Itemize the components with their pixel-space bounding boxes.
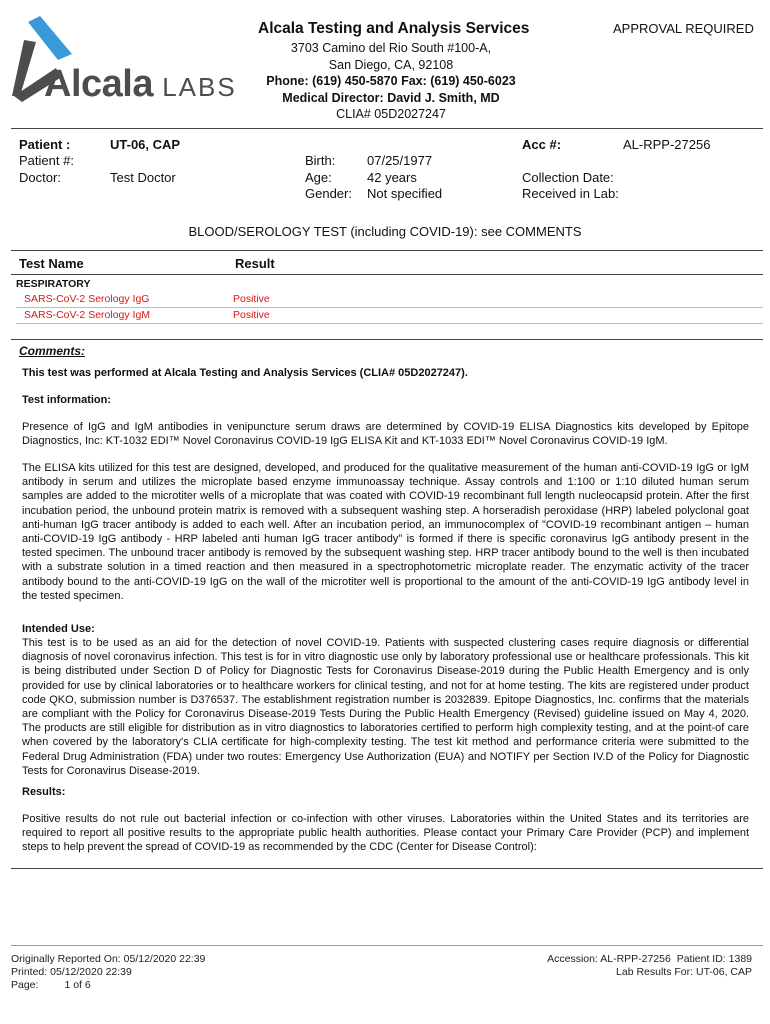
originally-reported: Originally Reported On: 05/12/2020 22:39 xyxy=(11,953,206,965)
comments-top-border xyxy=(11,339,763,340)
test-name-igm: SARS-CoV-2 Serology IgM xyxy=(24,309,151,321)
table-row xyxy=(16,292,763,308)
results-paragraph: Positive results do not rule out bacterial infection or co-infection with other viruses. Laboratories within the United States and its territories are required to report all positive results to the appropriate public health authorities. Please contact your Primary Care Provider (PCP) and implement steps to help prevent the spread of COVID-19 as recommended by the CDC (Center for Disease Control): xyxy=(22,813,749,854)
results-title: Results: xyxy=(22,786,66,798)
address-line-1: 3703 Camino del Rio South #100-A, xyxy=(290,41,492,55)
clia-number: CLIA# 05D2027247 xyxy=(336,107,446,121)
collection-date-label: Collection Date: xyxy=(522,170,614,185)
logo-word-labs: LABS xyxy=(152,72,237,102)
result-igg: Positive xyxy=(233,293,270,305)
page-indicator: Page: 1 of 6 xyxy=(11,979,91,991)
lab-results-for: Lab Results For: UT-06, CAP xyxy=(616,966,752,978)
medical-director-line: Medical Director: David J. Smith, MD xyxy=(282,90,500,105)
comments-bottom-border xyxy=(11,868,763,869)
test-name-igg: SARS-CoV-2 Serology IgG xyxy=(24,293,150,305)
test-info-paragraph-1: Presence of IgG and IgM antibodies in venipuncture serum draws are determined by COVID-19 ELISA Diagnostics kits developed by Epitope Diagnostics, Inc: KT-1032 EDI™ Novel Coronavirus COVID-19 IgG ELISA Kit and KT-1033 EDI™ Novel Coronavirus COVID-19 IgM. xyxy=(22,421,749,448)
table-header-border xyxy=(11,274,763,275)
footer-left xyxy=(11,953,205,992)
table-top-border xyxy=(11,250,763,251)
test-info-title: Test information: xyxy=(22,394,112,406)
printed-date: Printed: 05/12/2020 22:39 xyxy=(11,966,132,978)
test-title: BLOOD/SEROLOGY TEST (including COVID-19): see COMMENTS xyxy=(188,224,582,239)
doctor-label: Doctor: xyxy=(19,170,61,185)
page-number: 1 of 6 xyxy=(64,979,91,991)
accession-label: Acc #: xyxy=(522,137,562,152)
lab-address-block xyxy=(256,40,526,123)
patient-number-label: Patient #: xyxy=(19,153,74,168)
patient-value: UT-06, CAP xyxy=(110,137,181,152)
performed-statement: This test was performed at Alcala Testing and Analysis Services (CLIA# 05D2027247). xyxy=(22,367,468,379)
table-row xyxy=(16,308,763,324)
lab-name: Alcala Testing and Analysis Services xyxy=(258,20,530,37)
test-info-paragraph-2: The ELISA kits utilized for this test are designed, developed, and produced for the qualitative measurement of the human anti-COVID-19 IgG or IgM antibody in serum and utilizes the microplate based enzyme immunoassay technique. Assay controls and 1:100 or 1:10 diluted human serum samples are added to the microtiter wells of a microplate that was coated with COVID-19 recombinant full length nucleocapsid protein. After the first incubation period, the unbound protein matrix is removed with a subsequent washing step. A horseradish peroxidase (HRP) labeled polyclonal goat anti-human IgG tracer antibody is added to each well. After an incubation period, an immunocomplex of "COVID-19 recombinant antigen – human anti-COVID-19 IgG antibody - HRP labeled anti human IgG tracer antibody" is formed if there is specific coronavirus IgG antibody present in the tested specimen. The unbound tracer antibody is removed by the subsequent washing step. HRP tracer antibody bound to the well is then incubated with a substrate solution in a timed reaction and then measured in a spectrophotometric microplate reader. The enzymatic activity of the tracer antibody bound to the anti-COVID-19 IgG on the wall of the microtiter well is proportional to the amount of the anti-COVID-19 IgG antibody level in the tested specimen. xyxy=(22,462,749,602)
gender-value: Not specified xyxy=(367,186,443,201)
doctor-value: Test Doctor xyxy=(110,170,176,185)
age-label: Age: xyxy=(305,170,332,185)
column-header-result: Result xyxy=(235,256,275,271)
approval-status: APPROVAL REQUIRED xyxy=(613,21,754,36)
birth-value: 07/25/1977 xyxy=(367,153,433,168)
accession-value: AL-RPP-27256 xyxy=(623,137,711,152)
received-label: Received in Lab: xyxy=(522,186,619,201)
address-line-2: San Diego, CA, 92108 xyxy=(328,57,454,72)
intended-use-title: Intended Use: xyxy=(22,623,95,635)
accession-patient-id: Accession: AL-RPP-27256 Patient ID: 1389 xyxy=(547,953,752,965)
phone-fax-line: Phone: (619) 450-5870 Fax: (619) 450-6023 xyxy=(266,74,516,88)
age-value: 42 years xyxy=(367,170,417,185)
result-igm: Positive xyxy=(233,309,270,321)
logo-word-alcala: Alcala xyxy=(44,63,153,105)
gender-label: Gender: xyxy=(305,186,352,201)
footer-divider xyxy=(11,945,763,946)
section-respiratory: RESPIRATORY xyxy=(16,278,91,290)
column-header-test-name: Test Name xyxy=(19,256,84,271)
logo-wordmark xyxy=(44,64,237,107)
comments-title: Comments: xyxy=(19,344,86,358)
intended-use-paragraph: This test is to be used as an aid for the detection of novel COVID-19. Patients with suspected clustering cases require diagnosis or differential diagnosis of novel coronavirus infection. This test is for in vitro diagnostic use only by laboratory professional use or healthcare professionals. This kit is being distributed under Section D of Policy for Diagnostic Tests for Coronavirus Disease-2019 during the Public Health Emergency and is only provided for use by clinical laboratories or to healthcare workers for clinical testing, and not for at home testing. The kits are registered under product code QKO, submission number is D376537. The establishment registration number is 2032839. Epitope Diagnostics, Inc. confirms that the materials are compliant with the Policy for Coronavirus Disease-2019 Tests During the Public Health Emergency (Revised) guideline issued on May 4, 2020. The products are still eligible for distribution as in vitro diagnostics to laboratories certified to perform high complexity testing, and at the point-of care when covered by the laboratory's CLIA certificate for high-complexity testing. The test kit method and performance criteria were submitted to the Federal Drug Administration (FDA) under two routes: Emergency Use Authorization (EUA) and NOTIFY per Section IV.D of the Policy for Diagnostic Tests for Coronavirus Disease-2019. xyxy=(22,637,749,777)
birth-label: Birth: xyxy=(305,153,336,168)
patient-label: Patient : xyxy=(19,137,71,152)
header-divider xyxy=(11,128,763,129)
footer-right xyxy=(547,953,752,979)
